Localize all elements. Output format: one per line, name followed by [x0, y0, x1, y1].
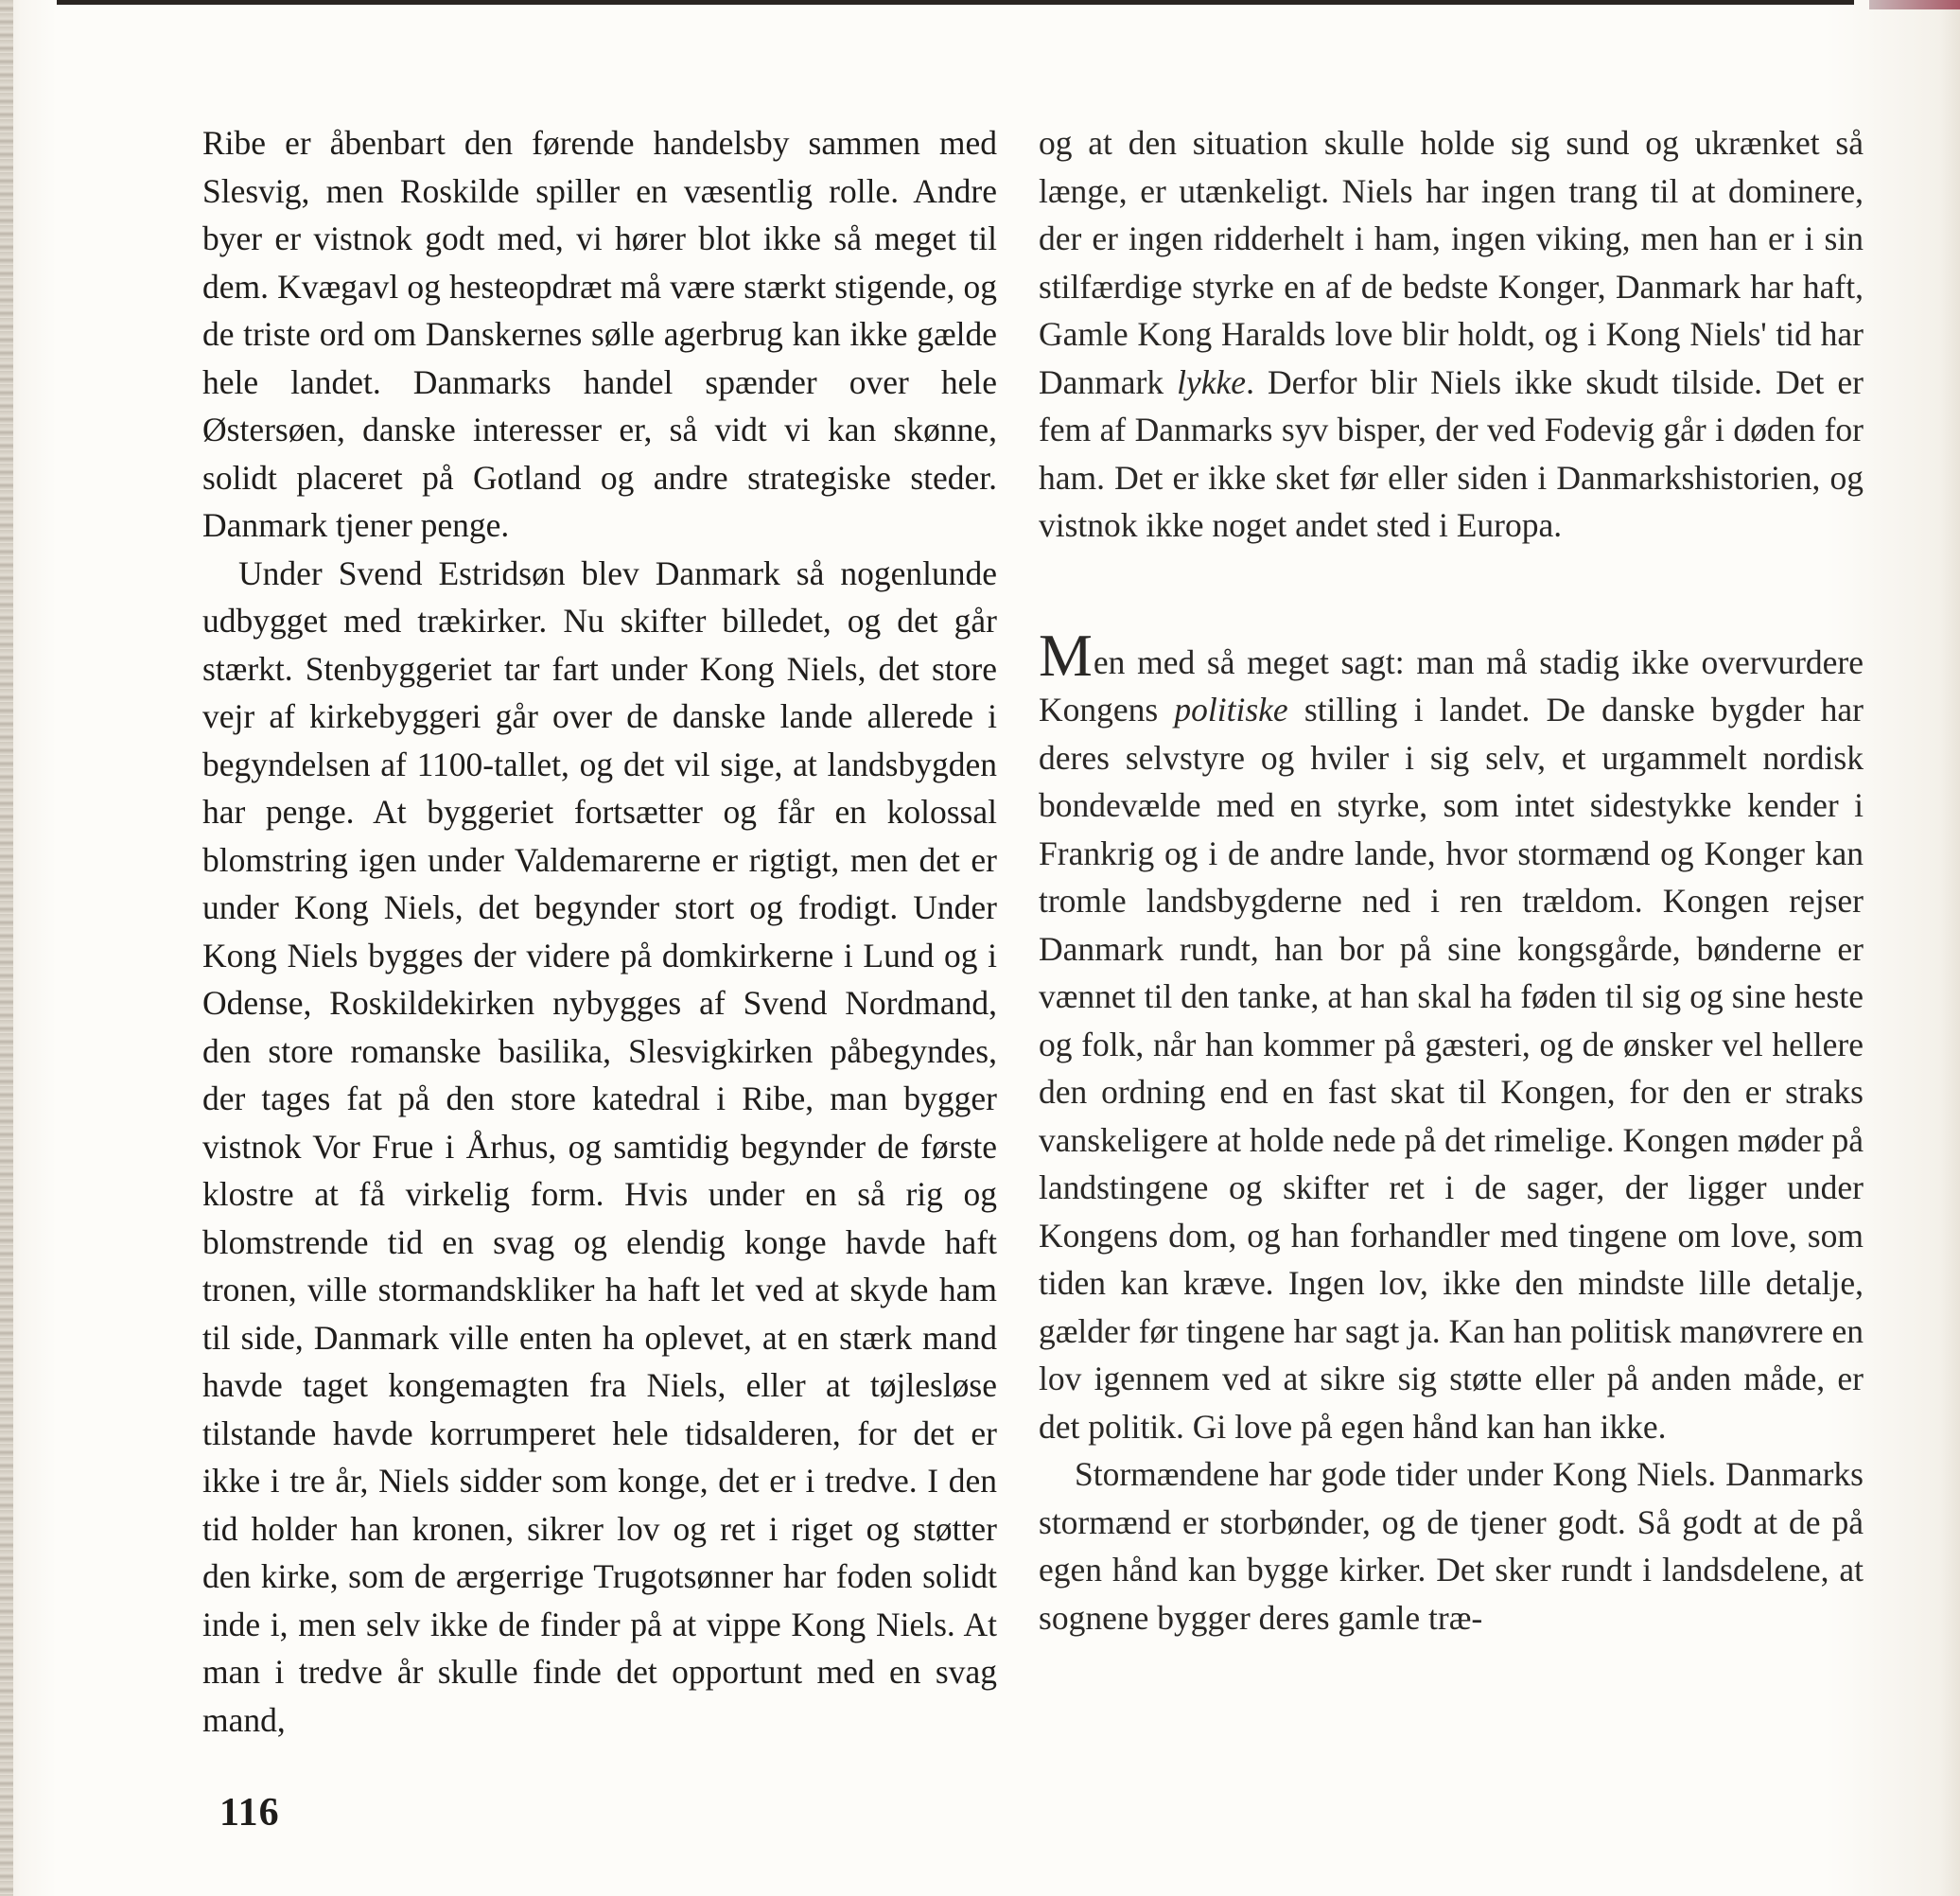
emphasis-politiske: politiske — [1174, 691, 1288, 729]
section-text-a: en med så meget sagt: man må stadig ikke overvurdere Kongens — [1039, 642, 1864, 729]
paragraph-continuation — [1039, 119, 1864, 550]
paragraph-section-opening — [1039, 621, 1864, 1451]
page-number: 116 — [219, 1791, 280, 1835]
section-text-b: stilling i landet. De danske bygder har deres selvstyre og hviler i sig selv, et urgammelt nordisk bondevælde med en styrke, som intet sidestykke kender i Frankrig og i de andre lande, hvor stormænd og Konger kan tromle landsbygderne ned i ren trældom. Kongen rejser Danmark rundt, han bor på sine kongsgårde, bønderne er vænnet til den tanke, at han skal ha føden til sig og sine heste og folk, når han kommer på gæsteri, og de ønsker vel hellere den ordning end en fast skat til Kongen, for den er straks vanskeligere at holde nede på det rimelige. Kongen møder på landstingene og skifter ret i de sager, der ligger under Kongens dom, og han forhandler med tingene om love, som tiden kan kræve. Ingen lov, ikke den mindste lille detalje, gælder før tingene har sagt ja. Kan han politisk manøvrere en lov igennem ved at sikre sig støtte eller på anden måde, er det politik. Gi love på egen hånd kan han ikke. — [1039, 691, 1864, 1446]
continuation-text-b: . Derfor blir Niels ikke skudt tilside. Det er fem af Danmarks syv bisper, der ved Fodevig går i døden for ham. Det er ikke sket før eller siden i Danmarkshistorien, og vistnok ikke noget andet sted i Europa. — [1039, 362, 1864, 544]
paragraph-svend-estridson: Under Svend Estridsøn blev Danmark så nogenlunde udbygget med trækirker. Nu skifter billedet, og det går stærkt. Stenbyggeriet tar fart under Kong Niels, det store vejr af kirkebyggeri går over de danske lande allerede i begyndelsen af 1100-tallet, og det vil sige, at landsbygden har penge. At byggeriet fortsætter og får en kolossal blomstring igen under Valdemarerne er rigtigt, men det er under Kong Niels, det begynder stort og frodigt. Under Kong Niels bygges der videre på domkirkerne i Lund og i Odense, Roskildekirken nybygges af Svend Nordmand, den store romanske basilika, Slesvigkirken påbegyndes, der tages fat på den store katedral i Ribe, man bygger vistnok Vor Frue i Århus, og samtidig begynder de første klostre at få virkelig form. Hvis under en så rig og blomstrende tid en svag og elendig konge havde haft tronen, ville stormandskliker ha haft let ved at skyde ham til side, Danmark ville enten ha oplevet, at en stærk mand havde taget kongemagten fra Niels, eller at tøjlesløse tilstande havde korrumperet hele tidsalderen, for det er ikke i tre år, Niels sidder som konge, det er i tredve. I den tid holder han kronen, sikrer lov og ret i riget og støtter den kirke, som de ærgerrige Trugotsønner har foden solidt inde i, men selv ikke de finder på at vippe Kong Niels. At man i tredve år skulle finde det opportunt med en svag mand, — [202, 553, 997, 1739]
corner-tab-mark — [1869, 0, 1960, 9]
continuation-text-a: og at den situation skulle holde sig sund og ukrænket så længe, er utænkeligt. Niels har ingen trang til at dominere, der er ingen ridderhelt i ham, ingen viking, men han er i sin stilfærdige styrke en af de bedste Konger, Danmark har haft, Gamle Kong Haralds love blir holdt, og i Kong Niels' tid har Danmark — [1039, 124, 1864, 401]
top-edge-rule — [57, 0, 1854, 5]
right-text-column — [1039, 119, 1864, 1641]
paragraph-stormaendene: Stormændene har gode tider under Kong Niels. Danmarks stormænd er storbønder, og de tjener godt. Så godt at de på egen hånd kan bygge kirker. Det sker rundt i landsdelene, at sognene bygger deres gamle træ- — [1039, 1455, 1864, 1637]
book-spine-edge — [0, 0, 13, 1896]
emphasis-lykke: lykke — [1177, 362, 1247, 401]
section-initial-letter: M — [1039, 621, 1094, 689]
left-text-column — [202, 119, 997, 1744]
section-break — [1039, 550, 1864, 637]
paragraph-ribe: Ribe er åbenbart den førende handelsby sammen med Slesvig, men Roskilde spiller en væsentlig rolle. Andre byer er vistnok godt med, vi hører blot ikke så meget til dem. Kvægavl og hesteopdræt må være stærkt stigende, og de triste ord om Danskernes sølle agerbrug kan ikke gælde hele landet. Danmarks handel spænder over hele Østersøen, danske interesser er, så vidt vi kan skønne, solidt placeret på Gotland og andre strategiske steder. Danmark tjener penge. — [202, 124, 997, 544]
